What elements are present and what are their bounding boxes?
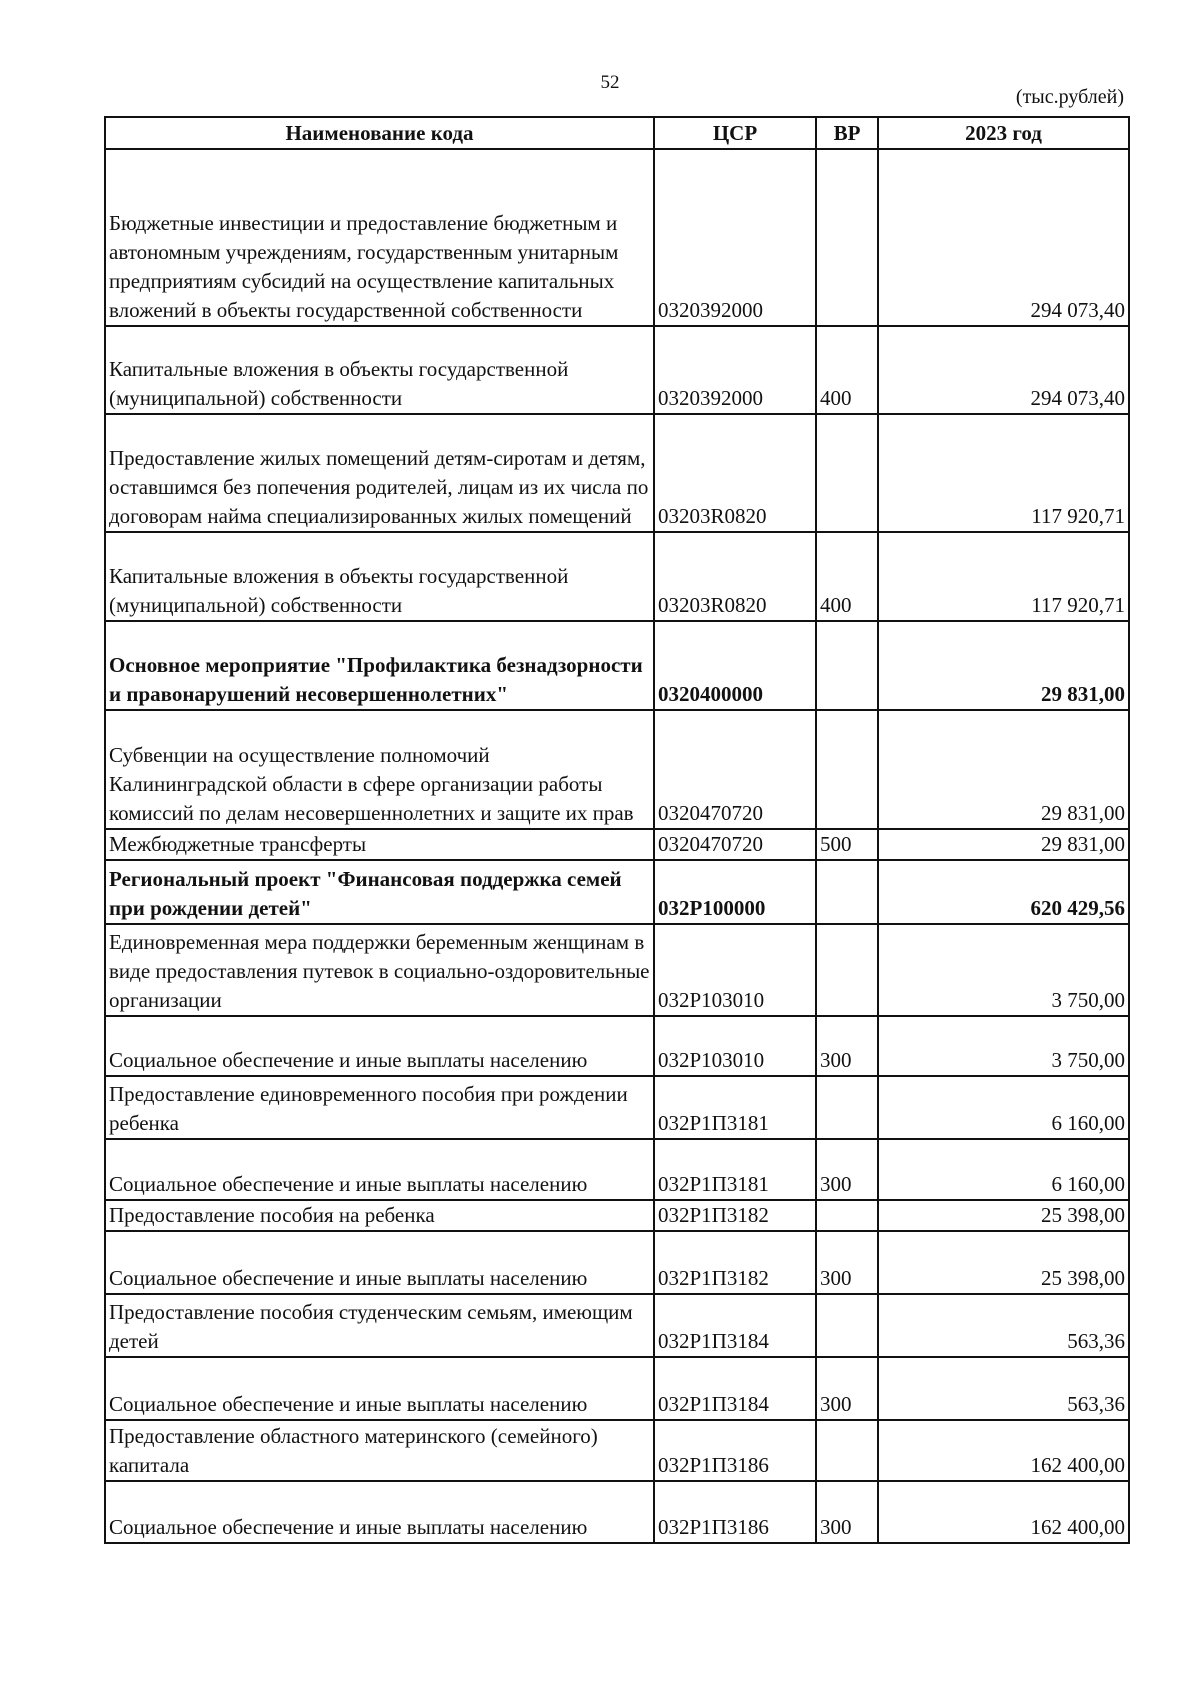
header-csr: ЦСР bbox=[654, 117, 816, 149]
row-name: Предоставление областного материнского (семейного) капитала bbox=[105, 1420, 654, 1481]
row-amount: 162 400,00 bbox=[878, 1481, 1129, 1543]
header-amount: 2023 год bbox=[878, 117, 1129, 149]
row-vr: 300 bbox=[816, 1357, 878, 1420]
table-row bbox=[105, 1076, 1129, 1139]
row-name: Основное мероприятие "Профилактика безнадзорности и правонарушений несовершеннолетних" bbox=[105, 621, 654, 710]
row-name: Бюджетные инвестиции и предоставление бюджетным и автономным учреждениям, государственным унитарным предприятиям субсидий на осуществление капитальных вложений в объекты государственной собственности bbox=[105, 149, 654, 326]
table-row bbox=[105, 1231, 1129, 1294]
row-vr: 400 bbox=[816, 326, 878, 414]
row-vr bbox=[816, 924, 878, 1016]
row-amount: 29 831,00 bbox=[878, 829, 1129, 860]
row-amount: 29 831,00 bbox=[878, 621, 1129, 710]
header-vr: ВР bbox=[816, 117, 878, 149]
row-amount: 620 429,56 bbox=[878, 860, 1129, 924]
row-amount: 29 831,00 bbox=[878, 710, 1129, 829]
row-amount: 294 073,40 bbox=[878, 326, 1129, 414]
header-name: Наименование кода bbox=[105, 117, 654, 149]
table-row bbox=[105, 149, 1129, 326]
table-row bbox=[105, 1016, 1129, 1076]
row-name: Единовременная мера поддержки беременным женщинам в виде предоставления путевок в социально-оздоровительные организации bbox=[105, 924, 654, 1016]
row-name: Региональный проект "Финансовая поддержка семей при рождении детей" bbox=[105, 860, 654, 924]
row-csr: 0320400000 bbox=[654, 621, 816, 710]
row-name: Предоставление пособия студенческим семьям, имеющим детей bbox=[105, 1294, 654, 1357]
row-amount: 6 160,00 bbox=[878, 1076, 1129, 1139]
row-csr: 032P1П3182 bbox=[654, 1200, 816, 1231]
row-name: Капитальные вложения в объекты государственной (муниципальной) собственности bbox=[105, 532, 654, 621]
row-vr bbox=[816, 1294, 878, 1357]
row-vr bbox=[816, 860, 878, 924]
row-amount: 563,36 bbox=[878, 1294, 1129, 1357]
row-csr: 03203R0820 bbox=[654, 532, 816, 621]
row-name: Социальное обеспечение и иные выплаты населению bbox=[105, 1481, 654, 1543]
row-amount: 563,36 bbox=[878, 1357, 1129, 1420]
row-vr bbox=[816, 621, 878, 710]
row-name: Предоставление единовременного пособия при рождении ребенка bbox=[105, 1076, 654, 1139]
table-row bbox=[105, 326, 1129, 414]
row-amount: 6 160,00 bbox=[878, 1139, 1129, 1200]
row-name: Социальное обеспечение и иные выплаты населению bbox=[105, 1016, 654, 1076]
row-name: Предоставление пособия на ребенка bbox=[105, 1200, 654, 1231]
row-amount: 117 920,71 bbox=[878, 532, 1129, 621]
table-row bbox=[105, 1200, 1129, 1231]
row-csr: 032P1П3186 bbox=[654, 1420, 816, 1481]
row-name: Субвенции на осуществление полномочий Калининградской области в сфере организации работы комиссий по делам несовершеннолетних и защите их прав bbox=[105, 710, 654, 829]
row-amount: 25 398,00 bbox=[878, 1231, 1129, 1294]
table-row bbox=[105, 1420, 1129, 1481]
row-vr bbox=[816, 414, 878, 532]
row-name: Предоставление жилых помещений детям-сиротам и детям, оставшимся без попечения родителей, лицам из их числа по договорам найма специализированных жилых помещений bbox=[105, 414, 654, 532]
row-name: Социальное обеспечение и иные выплаты населению bbox=[105, 1357, 654, 1420]
row-csr: 032P100000 bbox=[654, 860, 816, 924]
row-csr: 032P1П3184 bbox=[654, 1294, 816, 1357]
row-csr: 03203R0820 bbox=[654, 414, 816, 532]
row-csr: 032P1П3181 bbox=[654, 1076, 816, 1139]
row-csr: 032P1П3181 bbox=[654, 1139, 816, 1200]
row-name: Межбюджетные трансферты bbox=[105, 829, 654, 860]
table-row bbox=[105, 924, 1129, 1016]
units-label: (тыс.рублей) bbox=[1015, 86, 1124, 108]
table-row bbox=[105, 414, 1129, 532]
row-amount: 162 400,00 bbox=[878, 1420, 1129, 1481]
row-csr: 032P103010 bbox=[654, 1016, 816, 1076]
row-vr bbox=[816, 1076, 878, 1139]
row-vr bbox=[816, 149, 878, 326]
page-number: 52 bbox=[600, 72, 620, 93]
row-csr: 032P1П3182 bbox=[654, 1231, 816, 1294]
row-vr bbox=[816, 710, 878, 829]
table-row bbox=[105, 1294, 1129, 1357]
row-amount: 294 073,40 bbox=[878, 149, 1129, 326]
row-csr: 032P1П3184 bbox=[654, 1357, 816, 1420]
row-csr: 0320392000 bbox=[654, 326, 816, 414]
row-csr: 0320392000 bbox=[654, 149, 816, 326]
row-csr: 0320470720 bbox=[654, 710, 816, 829]
table-row bbox=[105, 1139, 1129, 1200]
table-row bbox=[105, 621, 1129, 710]
row-csr: 0320470720 bbox=[654, 829, 816, 860]
row-vr bbox=[816, 1420, 878, 1481]
budget-table bbox=[104, 116, 1130, 1544]
row-name: Капитальные вложения в объекты государственной (муниципальной) собственности bbox=[105, 326, 654, 414]
row-csr: 032P1П3186 bbox=[654, 1481, 816, 1543]
row-amount: 117 920,71 bbox=[878, 414, 1129, 532]
row-vr: 300 bbox=[816, 1231, 878, 1294]
table-row bbox=[105, 710, 1129, 829]
row-vr: 500 bbox=[816, 829, 878, 860]
table-row bbox=[105, 532, 1129, 621]
row-csr: 032P103010 bbox=[654, 924, 816, 1016]
row-name: Социальное обеспечение и иные выплаты населению bbox=[105, 1231, 654, 1294]
row-vr: 300 bbox=[816, 1481, 878, 1543]
table-row bbox=[105, 1357, 1129, 1420]
table-row bbox=[105, 1481, 1129, 1543]
row-name: Социальное обеспечение и иные выплаты населению bbox=[105, 1139, 654, 1200]
row-amount: 3 750,00 bbox=[878, 924, 1129, 1016]
row-vr: 400 bbox=[816, 532, 878, 621]
row-vr: 300 bbox=[816, 1139, 878, 1200]
table-header-row bbox=[105, 117, 1129, 149]
row-vr: 300 bbox=[816, 1016, 878, 1076]
table-row bbox=[105, 829, 1129, 860]
row-amount: 3 750,00 bbox=[878, 1016, 1129, 1076]
table-row bbox=[105, 860, 1129, 924]
row-amount: 25 398,00 bbox=[878, 1200, 1129, 1231]
row-vr bbox=[816, 1200, 878, 1231]
